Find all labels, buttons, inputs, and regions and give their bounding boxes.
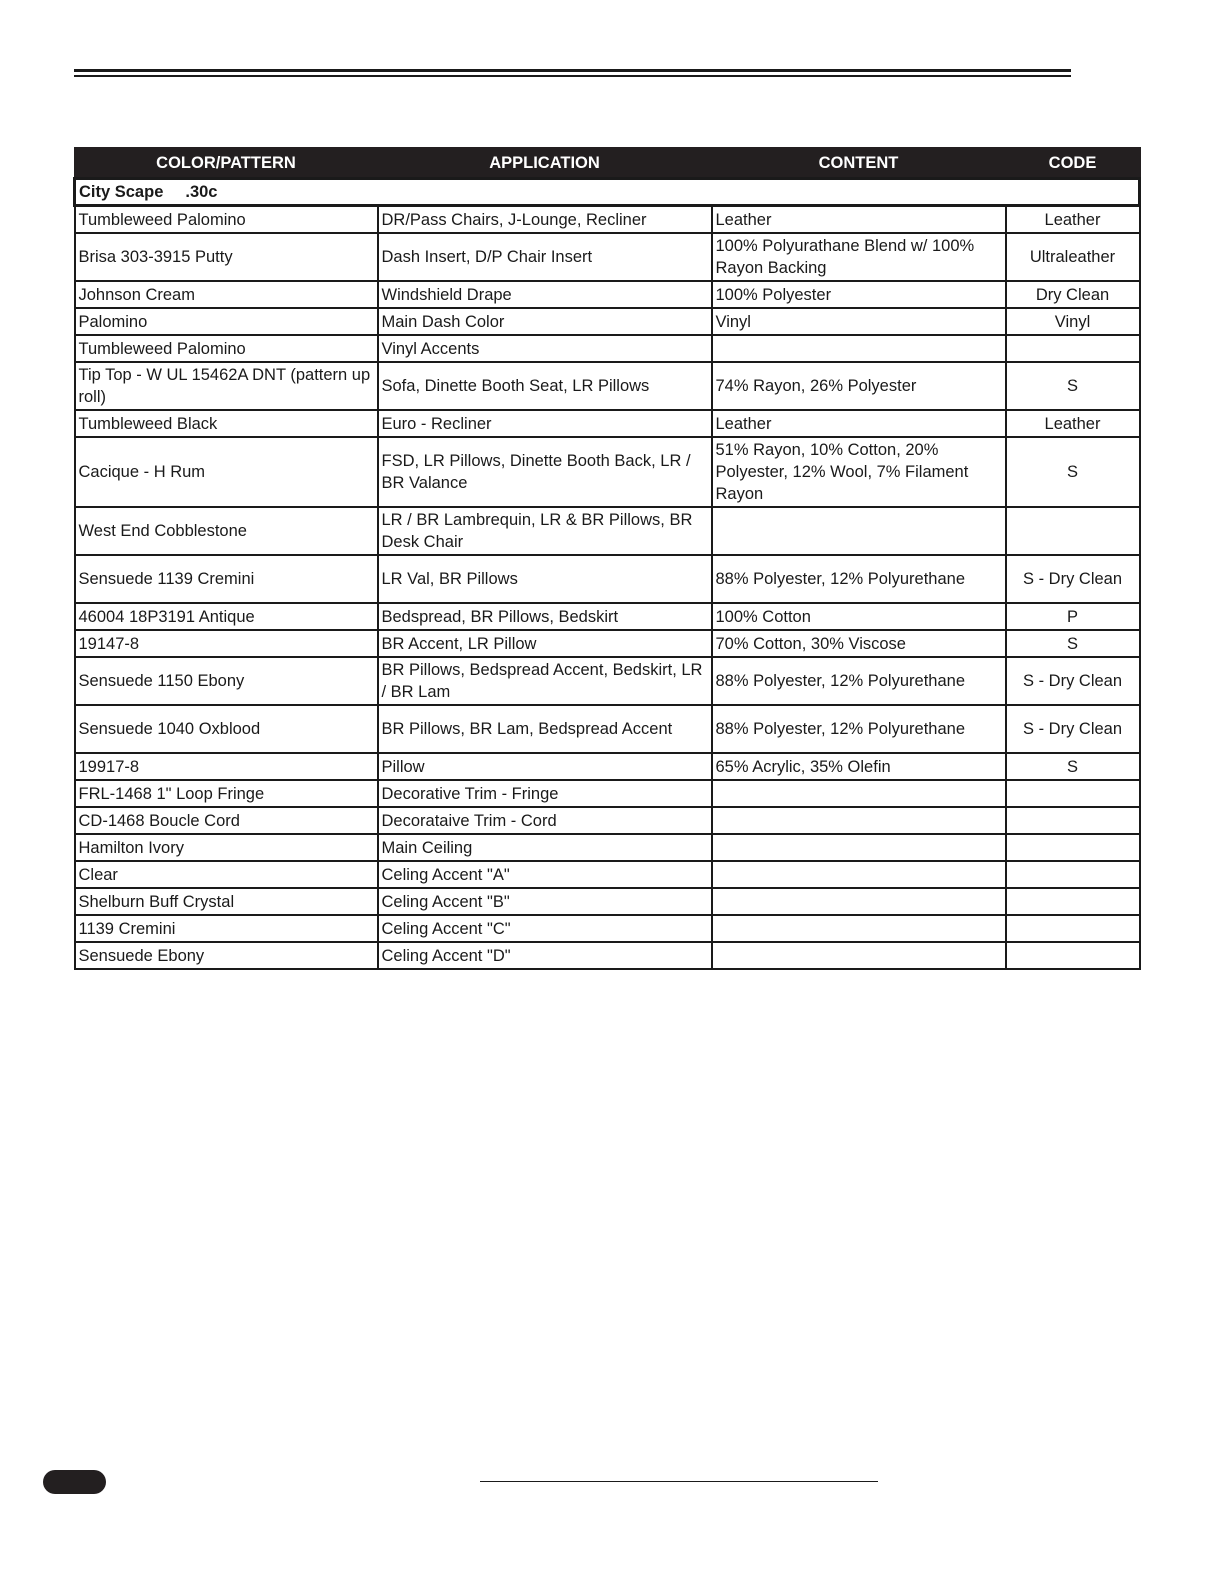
table-row	[75, 657, 1140, 705]
application-cell: Decorative Trim - Fringe	[378, 780, 712, 807]
table-row	[75, 233, 1140, 281]
code-cell	[1006, 507, 1140, 555]
code-cell: P	[1006, 603, 1140, 630]
application-cell: Pillow	[378, 753, 712, 780]
application-cell: Sofa, Dinette Booth Seat, LR Pillows	[378, 362, 712, 410]
table-row	[75, 834, 1140, 861]
content-cell: 100% Polyester	[712, 281, 1006, 308]
application-cell: Euro - Recliner	[378, 410, 712, 437]
color-cell: 46004 18P3191 Antique	[75, 603, 378, 630]
code-cell: S	[1006, 630, 1140, 657]
content-cell: 70% Cotton, 30% Viscose	[712, 630, 1006, 657]
header-content: CONTENT	[712, 148, 1006, 179]
table-row	[75, 206, 1140, 234]
content-cell	[712, 915, 1006, 942]
color-cell: 19917-8	[75, 753, 378, 780]
group-row	[75, 179, 1140, 206]
application-cell: Bedspread, BR Pillows, Bedskirt	[378, 603, 712, 630]
application-cell: Celing Accent "B"	[378, 888, 712, 915]
content-cell: Leather	[712, 410, 1006, 437]
page-number-badge	[43, 1470, 106, 1494]
footer-rule	[480, 1481, 878, 1482]
content-cell	[712, 888, 1006, 915]
table-row	[75, 308, 1140, 335]
color-cell: Tip Top - W UL 15462A DNT (pattern up roll)	[75, 362, 378, 410]
color-cell: Clear	[75, 861, 378, 888]
header-application: APPLICATION	[378, 148, 712, 179]
application-cell: Main Dash Color	[378, 308, 712, 335]
color-cell: FRL-1468 1" Loop Fringe	[75, 780, 378, 807]
table-row	[75, 410, 1140, 437]
application-cell: Decorataive Trim - Cord	[378, 807, 712, 834]
content-cell: Leather	[712, 206, 1006, 234]
code-cell	[1006, 942, 1140, 969]
table-row	[75, 861, 1140, 888]
application-cell: BR Pillows, BR Lam, Bedspread Accent	[378, 705, 712, 753]
code-cell	[1006, 834, 1140, 861]
table-row	[75, 437, 1140, 507]
color-cell: West End Cobblestone	[75, 507, 378, 555]
table-row	[75, 705, 1140, 753]
color-cell: Palomino	[75, 308, 378, 335]
color-cell: Tumbleweed Palomino	[75, 335, 378, 362]
code-cell: S - Dry Clean	[1006, 705, 1140, 753]
code-cell	[1006, 335, 1140, 362]
content-cell: Vinyl	[712, 308, 1006, 335]
content-cell	[712, 780, 1006, 807]
application-cell: FSD, LR Pillows, Dinette Booth Back, LR / BR Valance	[378, 437, 712, 507]
color-cell: 1139 Cremini	[75, 915, 378, 942]
code-cell	[1006, 861, 1140, 888]
color-cell: Sensuede 1150 Ebony	[75, 657, 378, 705]
code-cell	[1006, 780, 1140, 807]
content-cell: 65% Acrylic, 35% Olefin	[712, 753, 1006, 780]
code-cell	[1006, 888, 1140, 915]
group-code: .30c	[185, 183, 218, 201]
table-row	[75, 603, 1140, 630]
application-cell: Main Ceiling	[378, 834, 712, 861]
color-cell: Tumbleweed Black	[75, 410, 378, 437]
content-cell	[712, 807, 1006, 834]
content-cell	[712, 942, 1006, 969]
content-cell: 100% Cotton	[712, 603, 1006, 630]
content-cell: 88% Polyester, 12% Polyurethane	[712, 555, 1006, 603]
application-cell: LR / BR Lambrequin, LR & BR Pillows, BR Desk Chair	[378, 507, 712, 555]
application-cell: Windshield Drape	[378, 281, 712, 308]
application-cell: BR Accent, LR Pillow	[378, 630, 712, 657]
code-cell: S	[1006, 362, 1140, 410]
code-cell: S - Dry Clean	[1006, 657, 1140, 705]
table-row	[75, 888, 1140, 915]
group-cell	[75, 179, 1140, 206]
content-cell: 88% Polyester, 12% Polyurethane	[712, 705, 1006, 753]
table-row	[75, 753, 1140, 780]
application-cell: Celing Accent "A"	[378, 861, 712, 888]
code-cell: S	[1006, 753, 1140, 780]
application-cell: Celing Accent "C"	[378, 915, 712, 942]
header-code: CODE	[1006, 148, 1140, 179]
content-cell: 88% Polyester, 12% Polyurethane	[712, 657, 1006, 705]
color-cell: Johnson Cream	[75, 281, 378, 308]
code-cell: Leather	[1006, 410, 1140, 437]
code-cell: Leather	[1006, 206, 1140, 234]
color-cell: Tumbleweed Palomino	[75, 206, 378, 234]
code-cell	[1006, 807, 1140, 834]
application-cell: BR Pillows, Bedspread Accent, Bedskirt, LR / BR Lam	[378, 657, 712, 705]
application-cell: Celing Accent "D"	[378, 942, 712, 969]
application-cell: LR Val, BR Pillows	[378, 555, 712, 603]
content-cell	[712, 861, 1006, 888]
content-cell: 74% Rayon, 26% Polyester	[712, 362, 1006, 410]
table-row	[75, 335, 1140, 362]
code-cell	[1006, 915, 1140, 942]
table-row	[75, 942, 1140, 969]
content-cell: 100% Polyurathane Blend w/ 100% Rayon Backing	[712, 233, 1006, 281]
table-row	[75, 281, 1140, 308]
code-cell: Ultraleather	[1006, 233, 1140, 281]
top-double-rule	[74, 69, 1071, 77]
content-cell: 51% Rayon, 10% Cotton, 20% Polyester, 12% Wool, 7% Filament Rayon	[712, 437, 1006, 507]
code-cell: S	[1006, 437, 1140, 507]
color-cell: Sensuede 1040 Oxblood	[75, 705, 378, 753]
color-cell: 19147-8	[75, 630, 378, 657]
color-cell: Shelburn Buff Crystal	[75, 888, 378, 915]
application-cell: Vinyl Accents	[378, 335, 712, 362]
color-cell: Brisa 303-3915 Putty	[75, 233, 378, 281]
table-row	[75, 362, 1140, 410]
table-row	[75, 507, 1140, 555]
application-cell: DR/Pass Chairs, J-Lounge, Recliner	[378, 206, 712, 234]
application-cell: Dash Insert, D/P Chair Insert	[378, 233, 712, 281]
code-cell: Dry Clean	[1006, 281, 1140, 308]
header-color-pattern: COLOR/PATTERN	[75, 148, 378, 179]
content-cell	[712, 507, 1006, 555]
group-name: City Scape	[79, 183, 164, 201]
table-row	[75, 780, 1140, 807]
table-row	[75, 555, 1140, 603]
fabric-selection-table	[73, 147, 1141, 970]
code-cell: Vinyl	[1006, 308, 1140, 335]
content-cell	[712, 834, 1006, 861]
color-cell: Sensuede Ebony	[75, 942, 378, 969]
color-cell: Sensuede 1139 Cremini	[75, 555, 378, 603]
content-cell	[712, 335, 1006, 362]
table-row	[75, 807, 1140, 834]
color-cell: CD-1468 Boucle Cord	[75, 807, 378, 834]
table-row	[75, 630, 1140, 657]
table-header-row	[75, 148, 1140, 179]
table-row	[75, 915, 1140, 942]
code-cell: S - Dry Clean	[1006, 555, 1140, 603]
color-cell: Cacique - H Rum	[75, 437, 378, 507]
color-cell: Hamilton Ivory	[75, 834, 378, 861]
